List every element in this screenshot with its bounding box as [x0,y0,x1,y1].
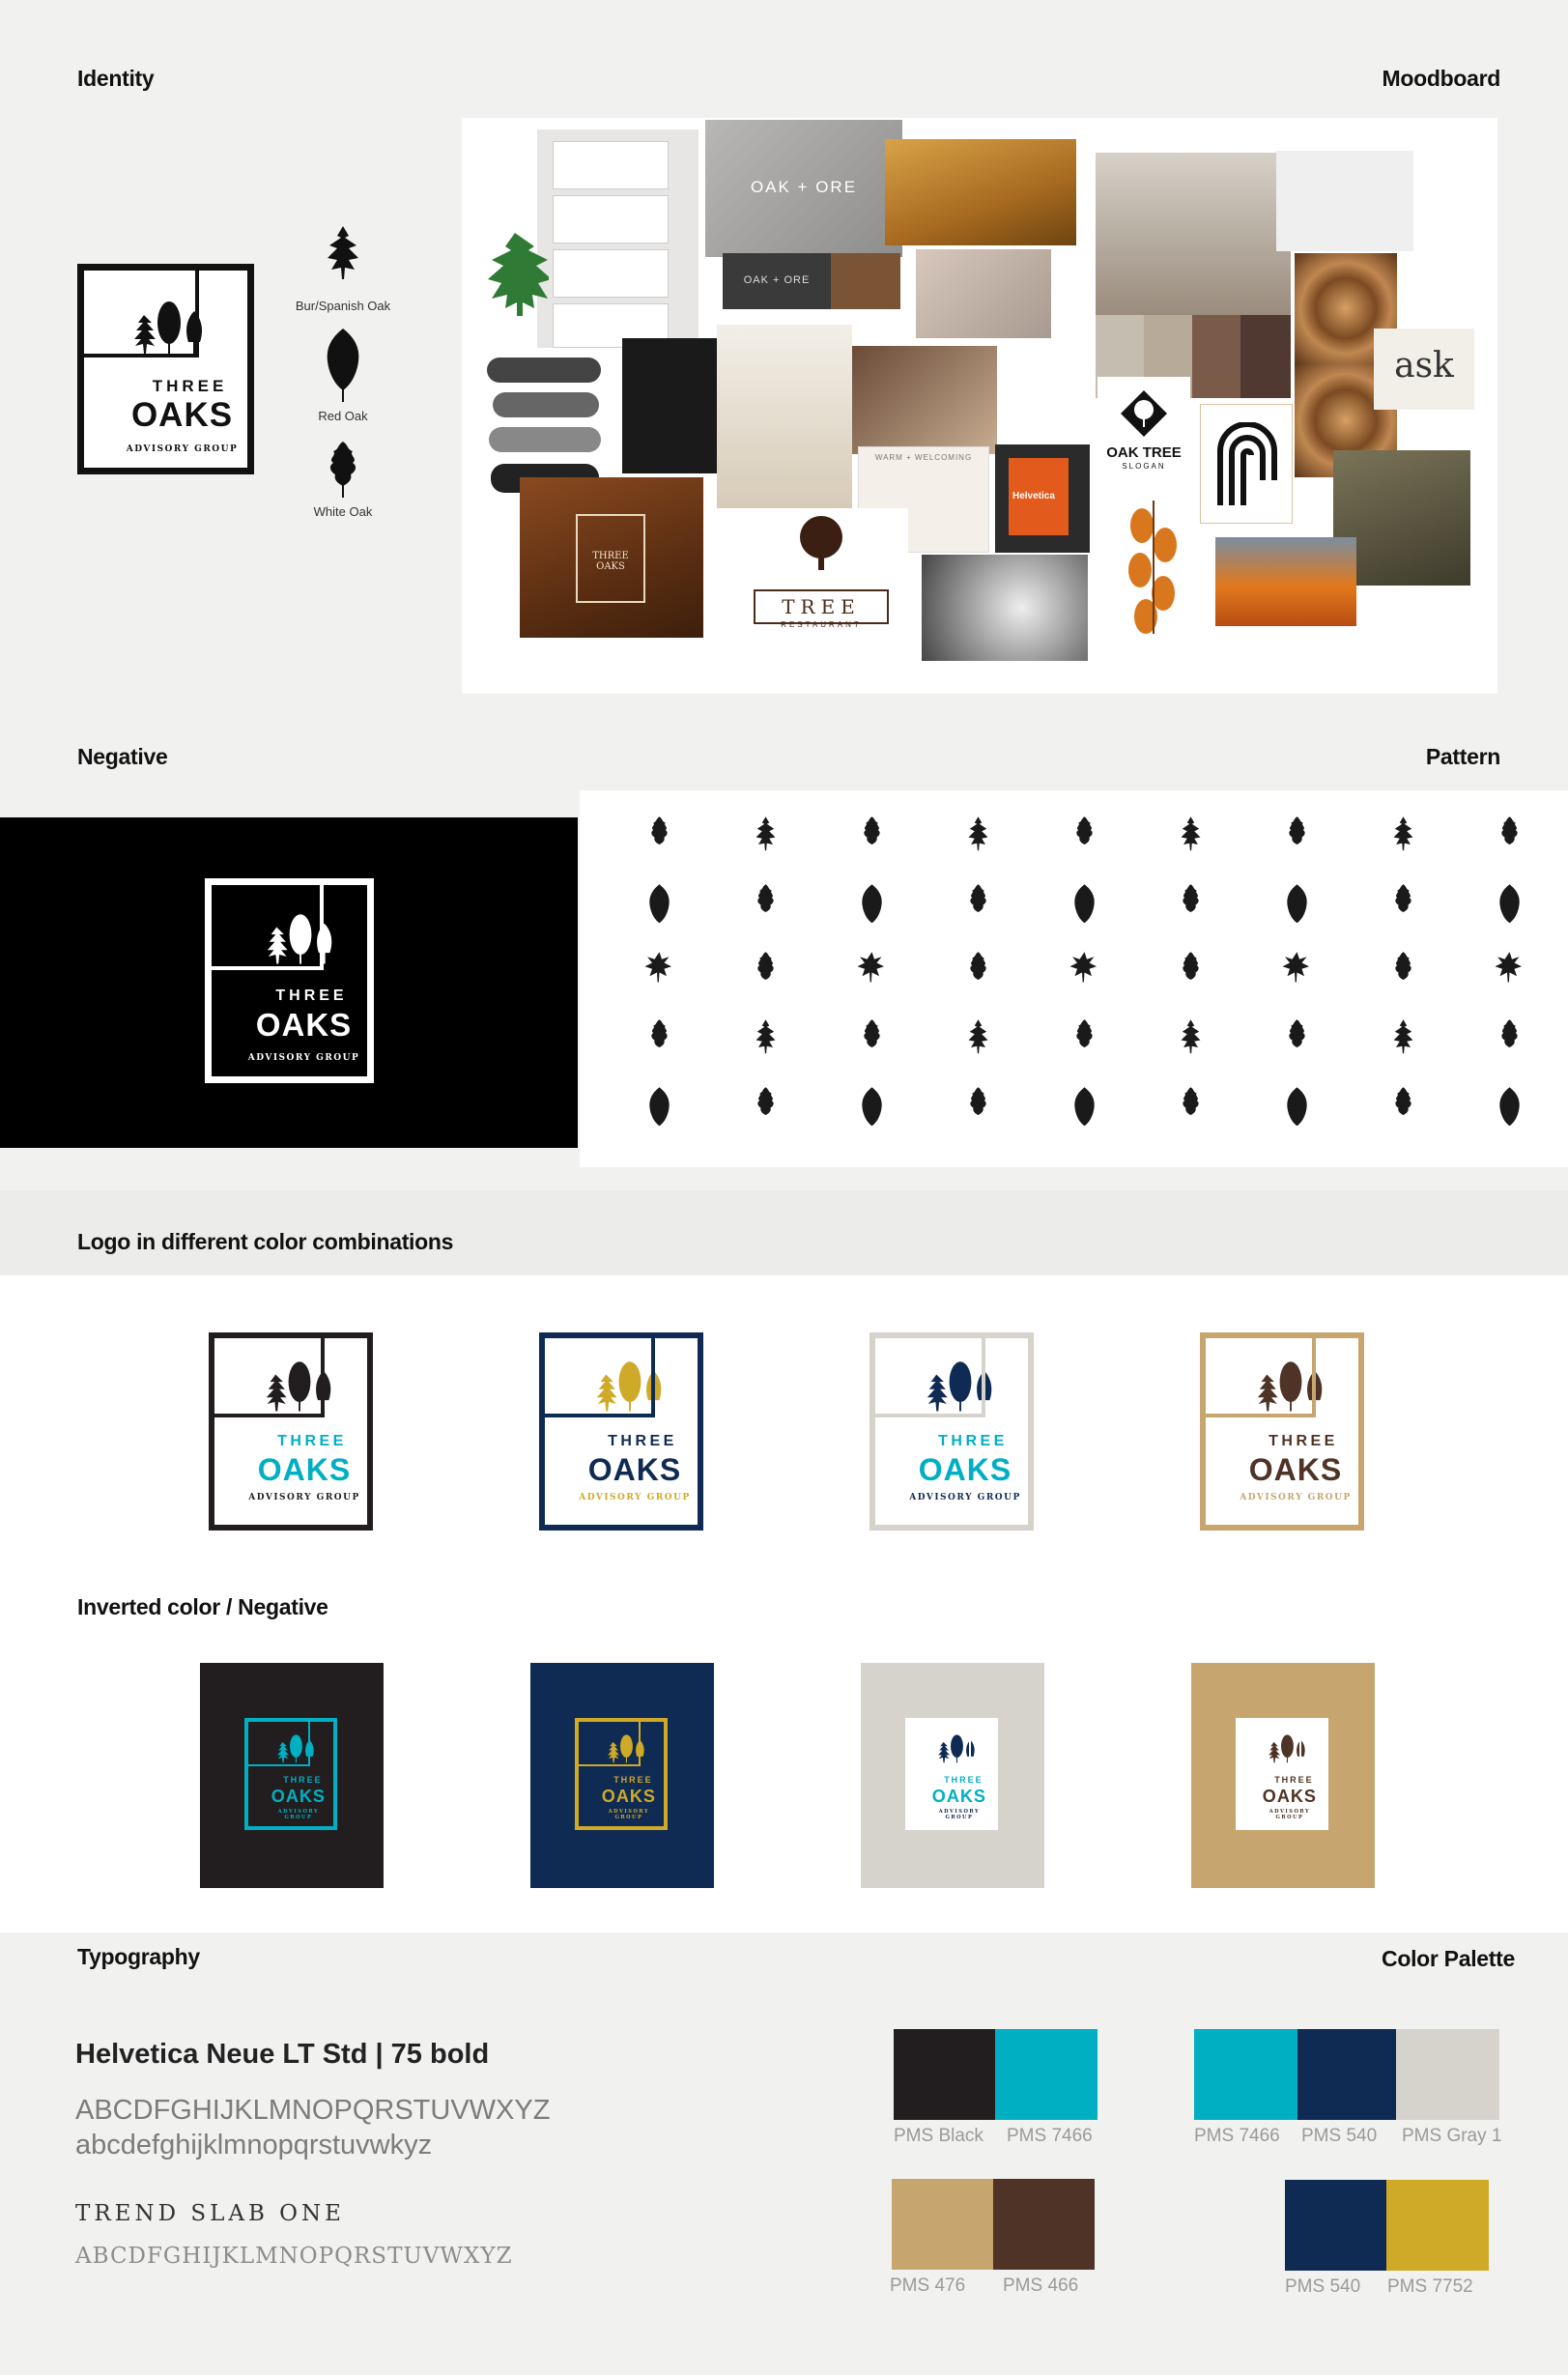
leaf-pattern [580,790,1568,1167]
swatch-pms-540 [1297,2029,1396,2120]
oak-tree-text: OAK TREE [1106,444,1182,461]
swatch-pms-7466-b [1194,2029,1297,2120]
leaf-bur-oak [290,224,396,313]
pattern-leaf-icon [756,816,776,850]
logo-combo-tan-brown [1200,1332,1364,1531]
autumn-leaves-icon [1119,497,1188,638]
green-leaf-icon [481,229,549,355]
section-title-inverted: Inverted color / Negative [77,1594,328,1619]
three-trees-icon [936,1732,978,1763]
logo-advisory-group: ADVISORY GROUP [247,1053,360,1063]
font1-lowercase: abcdefghijklmnopqrstuvwkyz [75,2130,433,2160]
pattern-leaf-icon [1074,1087,1094,1126]
font2-uppercase: ABCDFGHIJKLMNOPQRSTUVWXYZ [75,2244,513,2269]
pattern-leaf-icon [1499,884,1519,923]
negative-panel [0,817,578,1148]
pattern-leaf-icon [649,1087,669,1126]
swatch-label: PMS 7752 [1387,2276,1473,2297]
pattern-leaf-icon [1395,1087,1411,1115]
logo-advisory-group: ADVISORY GROUP [608,1809,650,1821]
logo-combo-navy-gold [539,1332,703,1531]
moodboard-wheat [885,139,1076,245]
pattern-leaf-icon [1182,816,1201,850]
pattern-leaf-icon [864,816,879,844]
section-title-negative: Negative [77,744,168,769]
logo-three: THREE [1274,1775,1314,1786]
logo-three: THREE [275,987,348,1004]
three-trees-icon [924,1358,997,1412]
logo-combo-gray-teal [870,1332,1034,1531]
logo-advisory-group: ADVISORY GROUP [248,1493,360,1502]
red-oak-leaf-icon [324,327,362,404]
logo-oaks: OAKS [257,1452,352,1487]
tree-text: TREE [754,589,889,624]
pattern-leaf-icon [1501,1019,1517,1047]
moodboard-helvetica-poster [995,444,1090,553]
pattern-leaf-icon [1183,1087,1198,1115]
moodboard-birds-hands [1276,151,1413,251]
moodboard-business-card-dark [723,253,831,309]
pattern-leaf-icon [1395,884,1411,912]
three-trees-icon [275,1732,317,1763]
three-trees-icon [264,910,337,964]
moodboard-business-card-wood [831,253,900,309]
logo-oaks: OAKS [587,1452,682,1487]
section-title-typography: Typography [77,1944,200,1969]
logo-oaks: OAKS [271,1786,326,1806]
three-trees-icon [1267,1732,1308,1763]
moodboard-wood-badge [520,477,703,638]
three-trees-icon [606,1732,647,1763]
leaf-label: Bur/Spanish Oak [295,299,391,313]
logo-oaks: OAKS [255,1007,353,1043]
logo-three: THREE [944,1775,984,1786]
logo-three: THREE [613,1775,653,1786]
moodboard-autumn-landscape [1215,537,1356,626]
logo-oaks: OAKS [1248,1452,1343,1487]
logo-combo-black-teal [209,1332,373,1531]
leaf-label: White Oak [313,504,373,519]
pattern-leaf-icon [1182,1019,1201,1053]
moodboard-oak-ore [705,120,902,257]
swatch-pms-7466 [995,2029,1098,2120]
white-oak-leaf-icon [327,440,359,500]
pattern-leaf-icon [1076,1019,1092,1047]
swatch-label: PMS Gray 1 [1402,2126,1502,2146]
logo-inverted-black [244,1718,337,1830]
moodboard-oak-tree-slogan [1098,377,1190,491]
badge-text: THREE OAKS [576,514,645,603]
pattern-leaf-icon [864,1019,879,1047]
moodboard-green-oak-leaf [481,229,549,355]
pattern-leaf-icon [1289,816,1304,844]
logo-inverted-gray [905,1718,998,1830]
pattern-leaf-icon [1394,1019,1413,1053]
main-logo [77,264,254,474]
pattern-leaf-icon [1499,1087,1519,1126]
moodboard-interior [717,325,852,508]
font1-name: Helvetica Neue LT Std | 75 bold [75,2039,490,2070]
moodboard-abstract-bw [922,555,1088,661]
leaf-white-oak [290,440,396,519]
font2-name: TREND SLAB ONE [75,2201,345,2226]
pattern-leaf-icon [757,1087,773,1115]
moodboard-stationery [537,129,698,348]
three-trees-icon [263,1358,336,1412]
swatch-pms-466 [993,2179,1095,2270]
oak-tree-slogan-text: SLOGAN [1122,462,1166,471]
tree-icon [792,514,850,572]
swatch-label: PMS 540 [1301,2126,1378,2146]
logo-advisory-group: ADVISORY GROUP [126,444,239,454]
moodboard-dining [852,346,997,454]
logo-advisory-group: ADVISORY GROUP [909,1493,1021,1502]
pattern-leaf-icon [862,884,881,923]
pattern-leaf-icon [1394,816,1413,850]
font1-uppercase: ABCDFGHIJKLMNOPQRSTUVWXYZ [75,2095,551,2126]
oak-ore-small-text: OAK + ORE [743,274,811,286]
section-title-identity: Identity [77,66,155,91]
logo-oaks: OAKS [918,1452,1012,1487]
pattern-leaf-icon [1287,1087,1306,1126]
swatch-card-title: WARM + WELCOMING [874,453,973,462]
pattern-leaf-icon [1289,1019,1304,1047]
logo-oaks: OAKS [601,1786,656,1806]
pattern-leaf-icon [970,952,985,980]
pattern-leaf-icon [1501,816,1517,844]
logo-oaks: OAKS [1262,1786,1317,1806]
logo-three: THREE [938,1433,1008,1449]
leaf-red-oak [290,327,396,423]
bur-oak-leaf-icon [324,224,362,292]
section-title-moodboard: Moodboard [1382,66,1500,91]
swatch-pms-476 [892,2179,993,2270]
swatch-pms-black [894,2029,995,2120]
logo-advisory-group: ADVISORY GROUP [1240,1493,1352,1502]
helvetica-poster-text: Helvetica [1012,491,1055,501]
pattern-leaf-icon [757,884,773,912]
pattern-leaf-icon [1076,816,1092,844]
pattern-leaf-icon [1074,884,1094,923]
negative-logo [205,878,374,1083]
swatch-label: PMS 7466 [1194,2126,1280,2146]
pattern-leaf-icon [757,952,773,980]
pattern-leaf-icon [969,1019,988,1053]
swatch-label: PMS 466 [1003,2275,1079,2296]
swatch-pms-7752 [1386,2180,1489,2271]
pattern-leaf-icon [969,816,988,850]
section-title-pattern: Pattern [1425,744,1500,769]
pattern-leaf-icon [651,816,667,844]
moodboard [462,118,1497,694]
swatch-pms-gray-1 [1396,2029,1499,2120]
pattern-leaf-icon [1283,952,1310,982]
logo-advisory-group: ADVISORY GROUP [1269,1809,1311,1821]
swatch-pms-540-b [1285,2180,1386,2271]
pattern-leaf-icon [1287,884,1306,923]
logo-three: THREE [1269,1433,1338,1449]
pattern-leaf-icon [1183,952,1198,980]
logo-oaks: OAKS [130,396,234,434]
section-title-color-combos: Logo in different color combinations [77,1229,454,1254]
three-trees-icon [593,1358,667,1412]
pattern-leaf-icon [651,1019,667,1047]
logo-inverted-tan [1236,1718,1328,1830]
moodboard-autumn-branch [1119,497,1188,638]
moodboard-coast [1096,153,1291,315]
logo-advisory-group: ADVISORY GROUP [579,1493,691,1502]
pattern-leaf-icon [756,1019,776,1053]
logo-oaks: OAKS [931,1786,986,1806]
pattern-leaf-icon [1395,952,1411,980]
pattern-leaf-icon [645,952,672,982]
logo-three: THREE [283,1775,323,1786]
logo-three: THREE [608,1433,677,1449]
pattern-leaf-icon [1496,952,1523,982]
pattern-leaf-icon [862,1087,881,1126]
tree-sub-text: RESTAURANT [781,620,862,629]
three-trees-icon [1254,1358,1327,1412]
moodboard-dark-window [622,338,717,473]
pattern-leaf-icon [1183,884,1198,912]
pattern-leaf-icon [970,884,985,912]
ask-text: ask [1394,346,1454,386]
swatch-label: PMS 476 [890,2275,966,2296]
moodboard-tree-restaurant [734,508,908,653]
moodboard-ask [1374,329,1474,410]
swatch-label: PMS 540 [1285,2276,1361,2297]
logo-advisory-group: ADVISORY GROUP [277,1809,320,1821]
logo-three: THREE [152,377,228,395]
logo-advisory-group: ADVISORY GROUP [938,1809,981,1821]
logo-three: THREE [277,1433,347,1449]
pattern-leaf-icon [649,884,669,923]
section-title-palette: Color Palette [1382,1946,1515,1971]
swatch-label: PMS 7466 [1007,2126,1093,2146]
moodboard-monogram [1200,404,1293,524]
pattern-leaf-icon [858,952,885,982]
pattern-leaf-icon [970,1087,985,1115]
leaf-label: Red Oak [318,409,368,423]
logo-inverted-navy [575,1718,668,1830]
monogram-icon [1214,422,1280,505]
moodboard-hands [916,249,1051,338]
oak-ore-text: OAK + ORE [750,178,858,196]
swatch-label: PMS Black [894,2126,984,2146]
oak-tree-diamond-icon [1119,388,1169,439]
pattern-leaf-icon [1070,952,1098,982]
